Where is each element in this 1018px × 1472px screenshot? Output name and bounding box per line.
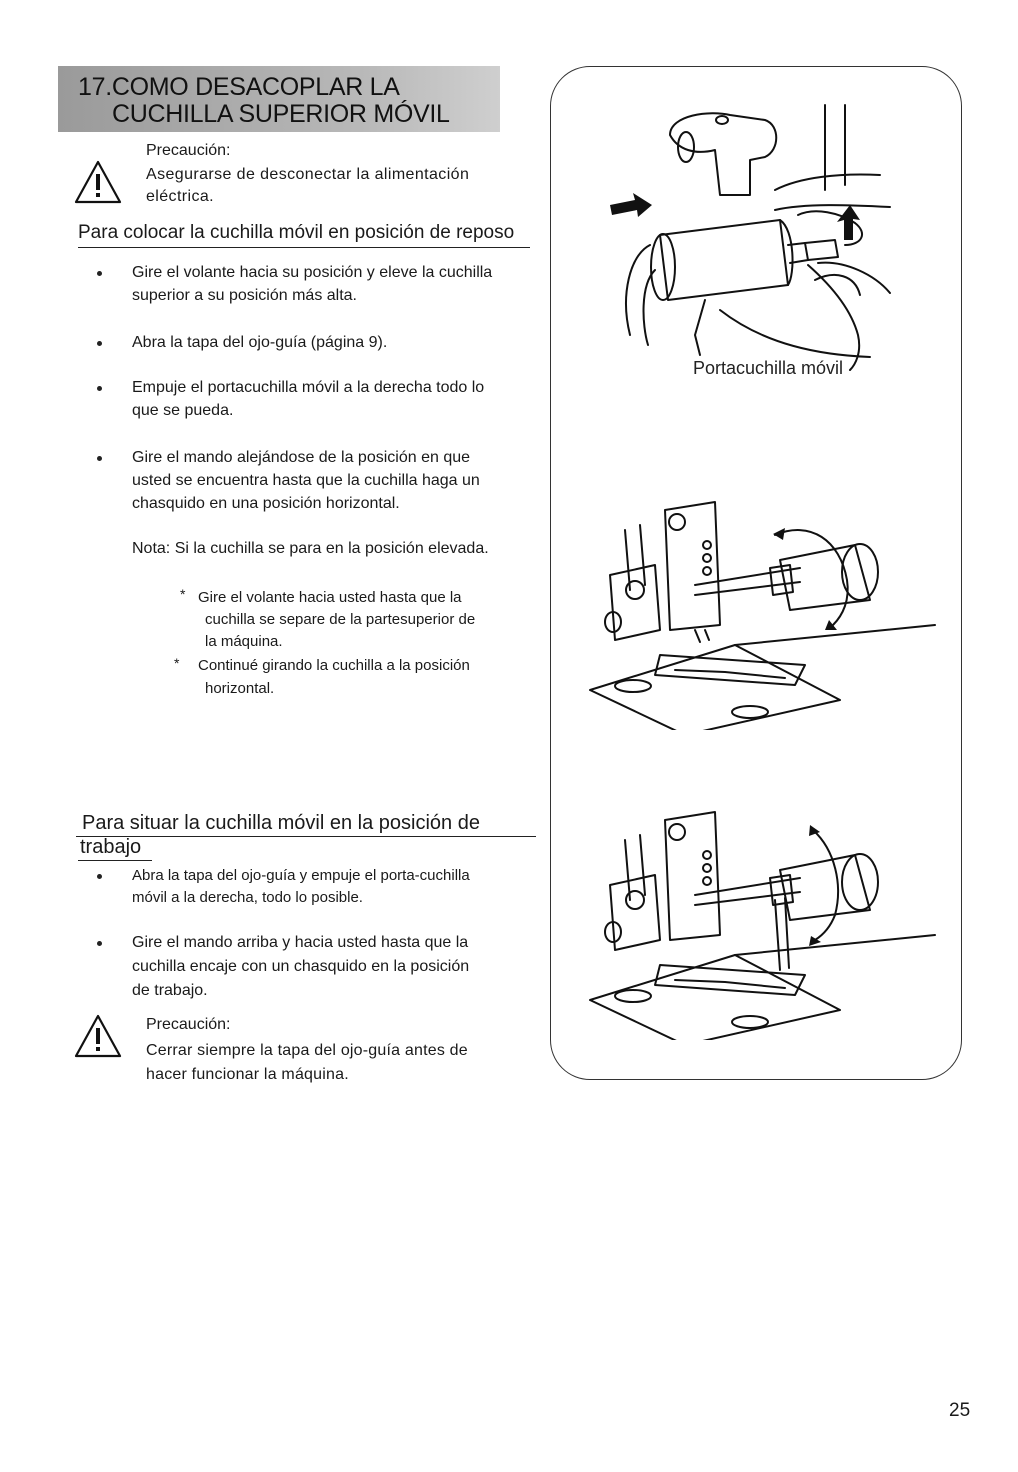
section-title-line1: 17.COMO DESACOPLAR LA (78, 73, 400, 101)
sub-item-line: la máquina. (205, 633, 283, 650)
section-heading-rest-position: Para colocar la cuchilla móvil en posición de reposo (78, 222, 515, 243)
knife-holder-push-illustration (600, 95, 910, 375)
caution-text-line: Cerrar siempre la tapa del ojo-guía antes de (146, 1042, 468, 1059)
caution-label: Precaución: (146, 142, 231, 159)
note-text: Nota: Si la cuchilla se para en la posición elevada. (132, 540, 489, 557)
asterisk-marker: * (174, 655, 180, 671)
caution-label: Precaución: (146, 1016, 231, 1033)
warning-triangle-icon (74, 160, 122, 204)
section-heading-work-position: Para situar la cuchilla móvil en la posición de (82, 812, 480, 834)
sub-item-line: cuchilla se separe de la partesuperior de (205, 611, 476, 628)
knife-rest-position-illustration (585, 490, 940, 730)
caution-text-line: Asegurarse de desconectar la alimentación (146, 166, 470, 183)
bullet-text-line: móvil a la derecha, todo lo posible. (132, 889, 363, 906)
bullet-dot (97, 386, 102, 391)
bullet-text-line: Abra la tapa del ojo-guía (página 9). (132, 334, 388, 351)
section-heading-work-position-cont: trabajo (80, 836, 142, 858)
bullet-text-line: de trabajo. (132, 982, 208, 999)
bullet-dot (97, 456, 102, 461)
bullet-dot (97, 271, 102, 276)
heading-underline (78, 247, 530, 248)
bullet-text-line: superior a su posición más alta. (132, 287, 357, 304)
bullet-text-line: Gire el mando arriba y hacia usted hasta que la (132, 934, 469, 951)
bullet-text-line: Gire el volante hacia su posición y eleve la cuchilla (132, 264, 493, 281)
bullet-dot (97, 874, 102, 879)
sub-item-line: Gire el volante hacia usted hasta que la (198, 589, 462, 606)
figure-label-knife-holder: Portacuchilla móvil (693, 358, 844, 378)
sub-item-line: horizontal. (205, 680, 275, 697)
section-title-line2: CUCHILLA SUPERIOR MÓVIL (112, 100, 450, 128)
heading-underline (76, 836, 536, 837)
caution-text-line: hacer funcionar la máquina. (146, 1066, 349, 1083)
bullet-text-line: Empuje el portacuchilla móvil a la derecha todo lo (132, 379, 485, 396)
bullet-text-line: chasquido en una posición horizontal. (132, 495, 400, 512)
asterisk-marker: * (180, 586, 186, 602)
sub-item-line: Continué girando la cuchilla a la posición (198, 657, 470, 674)
page-number: 25 (949, 1400, 971, 1421)
knife-work-position-illustration (585, 800, 940, 1040)
bullet-dot (97, 941, 102, 946)
caution-text-line: eléctrica. (146, 188, 215, 205)
bullet-dot (97, 341, 102, 346)
bullet-text-line: que se pueda. (132, 402, 234, 419)
bullet-text-line: cuchilla encaje con un chasquido en la posición (132, 958, 470, 975)
bullet-text-line: usted se encuentra hasta que la cuchilla haga un (132, 472, 480, 489)
warning-triangle-icon (74, 1014, 122, 1058)
bullet-text-line: Abra la tapa del ojo-guía y empuje el porta-cuchilla (132, 867, 470, 884)
bullet-text-line: Gire el mando alejándose de la posición en que (132, 449, 471, 466)
heading-underline (78, 860, 152, 861)
